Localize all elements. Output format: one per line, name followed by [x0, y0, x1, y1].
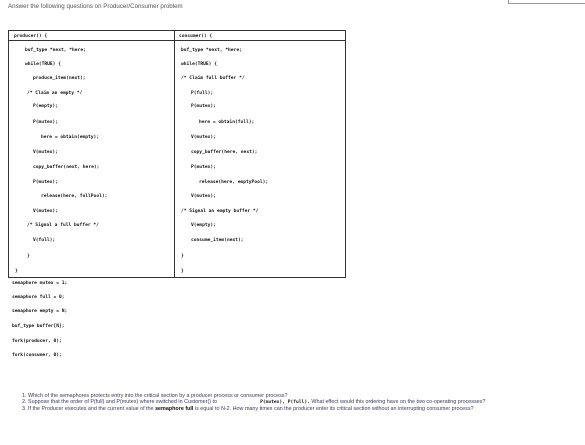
producer-column	[9, 31, 175, 277]
global-declaration: fork(producer, 0);	[12, 339, 62, 344]
question-3	[22, 406, 582, 412]
code-line: P(empty);	[33, 104, 58, 109]
code-line: V(full);	[33, 238, 56, 243]
consumer-title: consumer() {	[179, 34, 213, 39]
code-line: /* Signal a full buffer */	[27, 223, 99, 228]
code-line: V(mutex);	[33, 150, 58, 155]
question-3-followup: is equal to N-2. How many times can the producer enter its critical section without an interrupting consumer process?	[194, 406, 474, 412]
code-line: here = obtain(empty);	[41, 135, 100, 140]
question-3-bold: semaphore full	[155, 406, 194, 412]
question-1-text: 1. Which of the semaphores protects entry into the critical section by a producer process or consumer process?	[22, 393, 288, 399]
code-line: release(here, emptyPool);	[199, 180, 269, 185]
code-line: copy_buffer(here, next);	[191, 150, 258, 155]
global-declaration: fork(consumer, 0);	[12, 353, 62, 358]
code-table	[8, 30, 346, 278]
producer-divider	[9, 40, 174, 41]
code-line: here = obtain(full);	[199, 120, 255, 125]
code-line: consume_item(next);	[191, 238, 244, 243]
code-line: P(mutex);	[191, 165, 216, 170]
code-line: P(mutex);	[33, 120, 58, 125]
global-declaration: semaphore empty = N;	[12, 309, 68, 314]
code-line: }	[181, 254, 184, 259]
code-line: while(TRUE) {	[25, 62, 61, 67]
global-declaration: semaphore full = 0;	[12, 295, 65, 300]
code-line: V(mutex);	[33, 209, 58, 214]
question-2-text: 2. Suppose that the order of P(full) and P(mutex) where switched in Customer() to	[22, 399, 218, 405]
consumer-divider	[175, 40, 345, 41]
question-2	[22, 399, 582, 406]
question-2-code: P(mutex), P(full).	[260, 400, 310, 405]
code-line: /* Signal an empty buffer */	[181, 209, 259, 214]
code-line: while(TRUE) {	[181, 62, 217, 67]
questions-list	[22, 393, 582, 412]
code-line: /* Claim full buffer */	[181, 76, 245, 81]
code-line: V(mutex);	[191, 135, 216, 140]
code-line: P(mutex);	[191, 104, 216, 109]
code-line: V(empty);	[191, 223, 216, 228]
code-line: produce_item(next);	[33, 76, 86, 81]
code-line: }	[181, 269, 184, 274]
question-3-text: 3. If the Producer executes and the current value of the	[22, 406, 154, 412]
global-declaration: semaphore mutex = 1;	[12, 281, 68, 286]
code-line: buf_type *next, *here;	[181, 48, 242, 53]
producer-title: producer() {	[14, 34, 48, 39]
global-declaration: buf_type buffer[N];	[12, 324, 65, 329]
code-line: P(mutex);	[33, 180, 58, 185]
top-input-box[interactable]	[508, 0, 585, 4]
page-header: Answer the following questions on Producer/Consumer problem	[8, 3, 183, 10]
code-line: buf_type *next, *here;	[25, 48, 86, 53]
consumer-column	[175, 31, 345, 277]
code-line: release(here, fullPool);	[41, 194, 108, 199]
code-line: /* Claim an empty */	[27, 91, 83, 96]
code-line: V(mutex);	[191, 194, 216, 199]
code-line: copy_buffer(next, here);	[33, 165, 100, 170]
code-line: }	[15, 269, 18, 274]
question-2-followup: What effect would this ordering have on the two co-operating processes?	[311, 399, 486, 405]
code-line: }	[27, 254, 30, 259]
code-line: P(full);	[191, 91, 214, 96]
